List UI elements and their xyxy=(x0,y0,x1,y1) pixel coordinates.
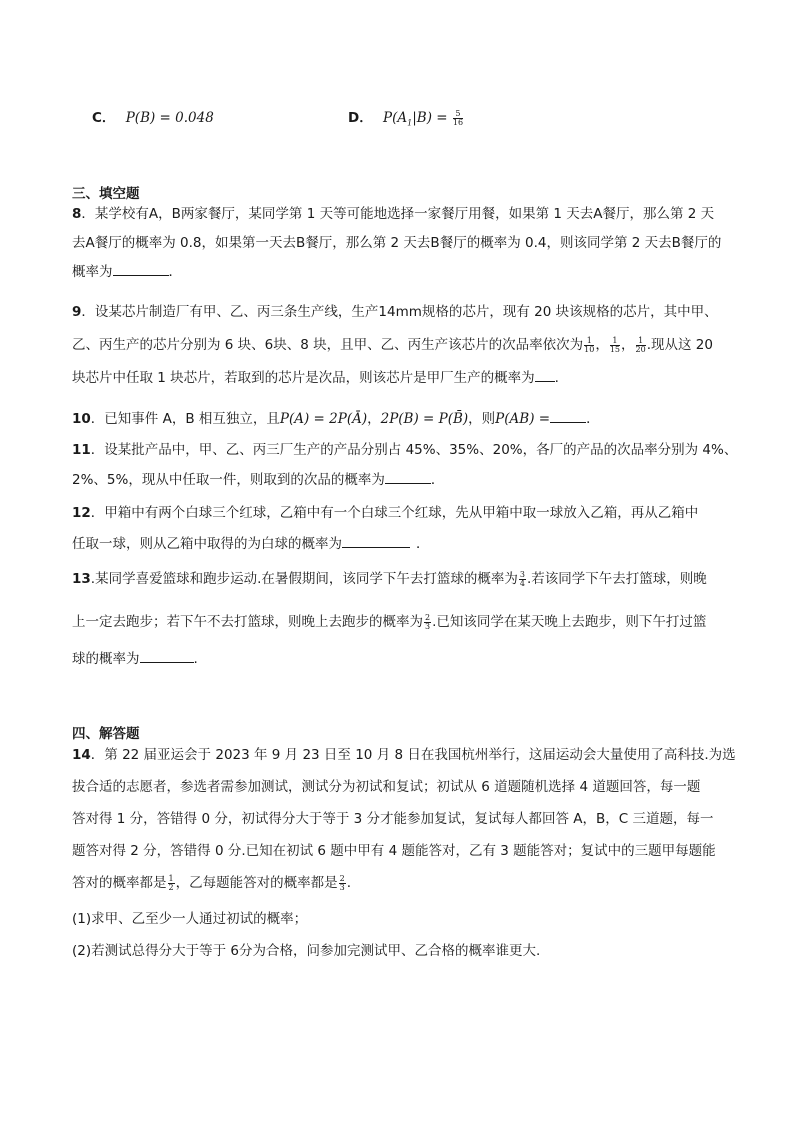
option-d-text: $P(A_1|B)$ = xyxy=(383,110,448,128)
question-9: 9．设某芯片制造厂有甲、乙、丙三条生产线，生产14mm规格的芯片，现有 20 块该规格的芯片，其中甲、 乙、丙生产的芯片分别为 6 块、6块、8 块，且甲、乙、丙生产该芯片的次品率依次为 $\frac{1}{10}$ ， $\frac{1}{15}$ ， $\frac{1}{20}$ .现从这 20 块芯片中任取 1 块芯片，若取到的芯片是次品，则该芯片是甲厂生产的概率为 . xyxy=(72,304,718,386)
option-c-label: C． xyxy=(92,110,116,126)
q10-math-b: 2P(B) = P(B̄) xyxy=(380,411,469,427)
q14-sub-2: (2)若测试总得分大于等于 6分为合格，问参加完测试甲、乙合格的概率谁更大. xyxy=(72,943,541,959)
q10-math-ab: P(AB) = xyxy=(495,411,551,427)
answer-blank xyxy=(550,410,586,423)
fraction-2-3: $\frac{2}{3}$ xyxy=(339,873,345,892)
question-11: 11．设某批产品中，甲、乙、丙三厂生产的产品分别占 45%、35%、20%，各厂的产品的次品率分别为 4%、 2%、5%，现从中任取一件，则取到的次品的概率为 ． xyxy=(72,442,738,488)
fraction-1-10: $\frac{1}{10}$ xyxy=(584,335,595,354)
question-10: 10．已知事件 A，B 相互独立，且P(A) = 2P(Ā)，2P(B) = P(B̄)，则P(AB) = ． xyxy=(72,411,600,427)
answer-blank xyxy=(385,471,431,484)
answer-blank xyxy=(140,650,194,663)
q9-line1: ．设某芯片制造厂有甲、乙、丙三条生产线，生产14mm规格的芯片，现有 20 块该规格的芯片，其中甲、 xyxy=(81,304,718,320)
answer-blank xyxy=(535,369,555,382)
question-13: 13.某同学喜爱篮球和跑步运动.在暑假期间，该同学下午去打篮球的概率为 $\frac{3}{4}$ .若该同学下午去打篮球，则晚 上一定去跑步；若下午不去打篮球，则晚上去跑步的概率为 $\frac{2}{3}$ .已知该同学在某天晚上去跑步，则下午打过篮 球的概率为 . xyxy=(72,569,707,667)
question-14: 14．第 22 届亚运会于 2023 年 9 月 23 日至 10 月 8 日在我国杭州举行，这届运动会大量使用了高科技.为选 拔合适的志愿者，参选者需参加测试，测试分为初试和复试；初试从 6 道题随机选择 4 道题回答，每一题 答对得 1 分，答错得 0 分，初试得分大于等于 3 分才能参加复试，复试每人都回答 A，B，C 三道题，每一 题答对得 2 分，答错得 0 分.已知在初试 6 题中甲有 4 题能答对，乙有 3 题能答对；复试中的三题甲每题能 答对的概率都是 $\frac{1}{2}$ ，乙每题能答对的概率都是 $\frac{2}{3}$ . (1)求甲、乙至少一人通过初试的概率； (2)若测试总得分大于等于 6分为合格，问参加完测试甲、乙合格的概率谁更大. xyxy=(72,746,732,962)
answer-blank xyxy=(113,263,169,276)
section-heading-answer: 四、解答题 xyxy=(72,726,140,742)
q8-line2: 去A餐厅的概率为 0.8，如果第一天去B餐厅，那么第 2 天去B餐厅的概率为 0.4，则该同学第 2 天去B餐厅的 xyxy=(72,235,722,251)
question-8: 8．某学校有A，B两家餐厅，某同学第 1 天等可能地选择一家餐厅用餐，如果第 1 天去A餐厅，那么第 2 天 去A餐厅的概率为 0.8，如果第一天去B餐厅，那么第 2 天去B餐厅的概率为 0.4，则该同学第 2 天去B餐厅的 概率为 ． xyxy=(72,206,722,280)
section-heading-fill-in: 三、填空题 xyxy=(72,186,140,202)
question-12: 12．甲箱中有两个白球三个红球，乙箱中有一个白球三个红球，先从甲箱中取一球放入乙箱，再从乙箱中 任取一球，则从乙箱中取得的为白球的概率为 ． xyxy=(72,505,699,552)
fraction-1-2: $\frac{1}{2}$ xyxy=(168,873,174,892)
fraction-3-4: $\frac{3}{4}$ xyxy=(519,569,525,588)
q14-sub-1: (1)求甲、乙至少一人通过初试的概率； xyxy=(72,911,308,927)
answer-blank xyxy=(342,535,410,548)
answer-options xyxy=(92,106,692,130)
option-c-text: P(B) = 0.048 xyxy=(125,110,214,126)
fraction-2-3: $\frac{2}{3}$ xyxy=(425,612,431,631)
option-d-label: D． xyxy=(348,110,373,126)
q10-math-a: P(A) = 2P(Ā) xyxy=(279,411,368,427)
option-d xyxy=(348,106,464,128)
option-c xyxy=(92,106,214,126)
q8-line1: ．某学校有A，B两家餐厅，某同学第 1 天等可能地选择一家餐厅用餐，如果第 1 天去A餐厅，那么第 2 天 xyxy=(81,206,715,222)
fraction-1-15: $\frac{1}{15}$ xyxy=(609,335,621,354)
option-d-fraction: $\frac{5}{16}$ xyxy=(452,108,464,127)
fraction-1-20: $\frac{1}{20}$ xyxy=(635,335,646,354)
